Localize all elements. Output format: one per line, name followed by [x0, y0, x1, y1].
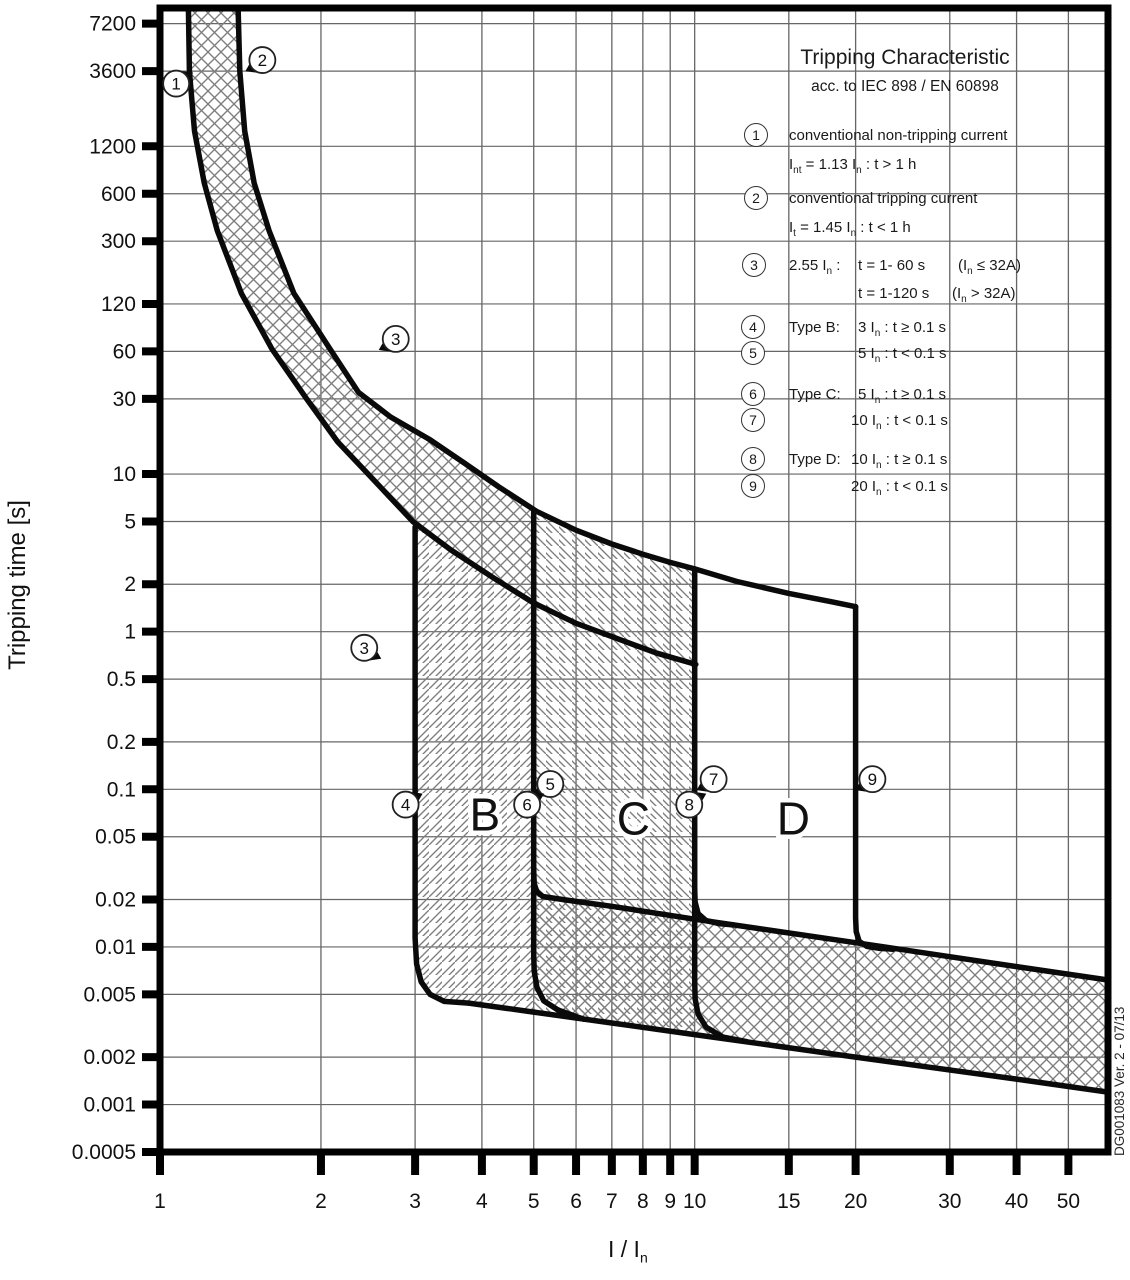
- curve-2-trip-1.45In: [238, 8, 856, 607]
- y-tick-label-0.05: 0.05: [95, 825, 136, 849]
- x-tick-label-10: 10: [682, 1190, 707, 1213]
- curve-marker-7: [697, 766, 727, 792]
- legend-text-line-3: $I_t = 1.45$ $I_n$ : t < 1 h: [789, 219, 911, 239]
- x-tick-label-20: 20: [843, 1190, 868, 1213]
- regions: [188, 8, 1108, 1092]
- region-B: [415, 527, 534, 1012]
- x-tick-label-8: 8: [637, 1190, 649, 1213]
- marker-number: 3: [391, 329, 401, 349]
- legend-text-line-8: $(I_n > 32A)$: [952, 285, 1016, 305]
- y-tick-label-0.02: 0.02: [95, 888, 136, 912]
- y-tick-label-0.001: 0.001: [83, 1093, 136, 1117]
- legend-text-line-12: Type C:: [789, 386, 841, 403]
- x-tick-label-30: 30: [938, 1190, 962, 1213]
- y-tick-label-0.01: 0.01: [95, 935, 136, 959]
- region-label-D: D: [776, 792, 811, 845]
- region-label-B: B: [469, 788, 501, 841]
- legend-item-circle-5: 5: [741, 341, 765, 365]
- legend-item-circle-8: 8: [741, 447, 765, 471]
- curve-marker-9: [855, 766, 885, 792]
- y-tick-label-300: 300: [100, 230, 136, 254]
- y-tick-label-0.1: 0.1: [106, 778, 136, 802]
- legend-text-line-4: 2.55 $I_n$ :: [789, 257, 841, 277]
- y-tick-label-0.2: 0.2: [106, 730, 136, 754]
- marker-number: 9: [867, 770, 878, 790]
- legend-item-circle-2: 2: [744, 186, 768, 210]
- y-axis-title: Tripping time [s]: [4, 500, 31, 670]
- region-label-C: C: [616, 792, 650, 845]
- marker-number: 2: [257, 51, 268, 71]
- legend-text-line-6: $(I_n \le 32A)$: [958, 257, 1021, 277]
- marker-number: 3: [359, 638, 369, 658]
- y-tick-label-0.5: 0.5: [106, 668, 136, 692]
- y-tick-label-0.005: 0.005: [83, 983, 136, 1007]
- x-tick-label-6: 6: [570, 1190, 582, 1213]
- y-tick-label-120: 120: [100, 292, 136, 316]
- y-tick-label-600: 600: [100, 182, 136, 206]
- y-tick-label-1: 1: [124, 620, 136, 644]
- curve-marker-2: [245, 47, 275, 73]
- marker-number: 8: [684, 795, 695, 815]
- x-tick-label-4: 4: [476, 1190, 488, 1213]
- curve-marker-3: [379, 326, 409, 352]
- legend-text-line-13: 5 $I_n$ : t ≥ 0.1 s: [858, 386, 947, 406]
- y-tick-label-1200: 1200: [89, 135, 136, 159]
- legend-text-line-14: 10 $I_n$ : t < 0.1 s: [851, 412, 948, 432]
- legend-item-circle-4: 4: [741, 315, 765, 339]
- y-tick-label-0.0005: 0.0005: [71, 1141, 136, 1164]
- legend-text-line-9: Type B:: [789, 319, 840, 336]
- legend-text-line-2: conventional tripping current: [789, 190, 978, 207]
- y-tick-label-3600: 3600: [89, 60, 136, 84]
- x-tick-label-40: 40: [1004, 1190, 1029, 1213]
- y-tick-label-30: 30: [112, 387, 136, 411]
- legend-item-circle-6: 6: [741, 382, 765, 406]
- legend-text-line-15: Type D:: [789, 451, 841, 468]
- legend-text-line-10: 3 $I_n$ : t ≥ 0.1 s: [858, 319, 947, 339]
- x-tick-label-50: 50: [1056, 1190, 1081, 1213]
- chart-subtitle: acc. to IEC 898 / EN 60898: [811, 78, 999, 95]
- legend-text-line-11: 5 $I_n$ : t < 0.1 s: [858, 345, 947, 365]
- curve-marker-3b: [351, 635, 381, 661]
- x-tick-label-7: 7: [606, 1190, 618, 1213]
- legend-item-circle-3: 3: [742, 253, 766, 277]
- y-tick-label-0.002: 0.002: [83, 1046, 136, 1070]
- x-tick-label-1: 1: [154, 1190, 166, 1213]
- legend-text-line-1: $I_{nt} = 1.13$ $I_n$ : t > 1 h: [789, 156, 917, 176]
- x-tick-label-2: 2: [315, 1190, 327, 1213]
- watermark: DG001083 Ver. 2 - 07/13: [1112, 1006, 1127, 1156]
- x-tick-label-15: 15: [777, 1190, 801, 1213]
- chart-title: Tripping Characteristic: [800, 46, 1010, 69]
- marker-number: 7: [708, 770, 719, 790]
- y-tick-label-60: 60: [112, 340, 136, 364]
- marker-number: 6: [522, 795, 532, 815]
- legend-text-line-16: 10 $I_n$ : t ≥ 0.1 s: [851, 451, 948, 471]
- legend-text-line-5: t = 1- 60 s: [858, 257, 926, 274]
- legend-text-line-17: 20 $I_n$ : t < 0.1 s: [851, 478, 948, 498]
- y-tick-label-2: 2: [124, 573, 136, 597]
- x-tick-label-5: 5: [527, 1190, 540, 1213]
- y-tick-label-5: 5: [124, 510, 136, 534]
- marker-number: 5: [545, 775, 556, 795]
- legend-item-circle-9: 9: [741, 474, 765, 498]
- marker-number: 1: [171, 74, 181, 94]
- marker-number: 4: [400, 795, 411, 815]
- x-axis-title: I / $I_n$: [608, 1236, 648, 1266]
- x-tick-label-3: 3: [409, 1190, 421, 1213]
- legend-item-circle-1: 1: [744, 123, 768, 147]
- legend-item-circle-7: 7: [741, 408, 765, 432]
- x-tick-label-9: 9: [664, 1190, 677, 1213]
- legend-text-line-0: conventional non-tripping current: [789, 127, 1008, 144]
- legend-text-line-7: t = 1-120 s: [858, 285, 930, 302]
- y-tick-label-7200: 7200: [89, 12, 136, 36]
- y-tick-label-10: 10: [112, 463, 136, 487]
- curve-marker-8: [676, 792, 706, 818]
